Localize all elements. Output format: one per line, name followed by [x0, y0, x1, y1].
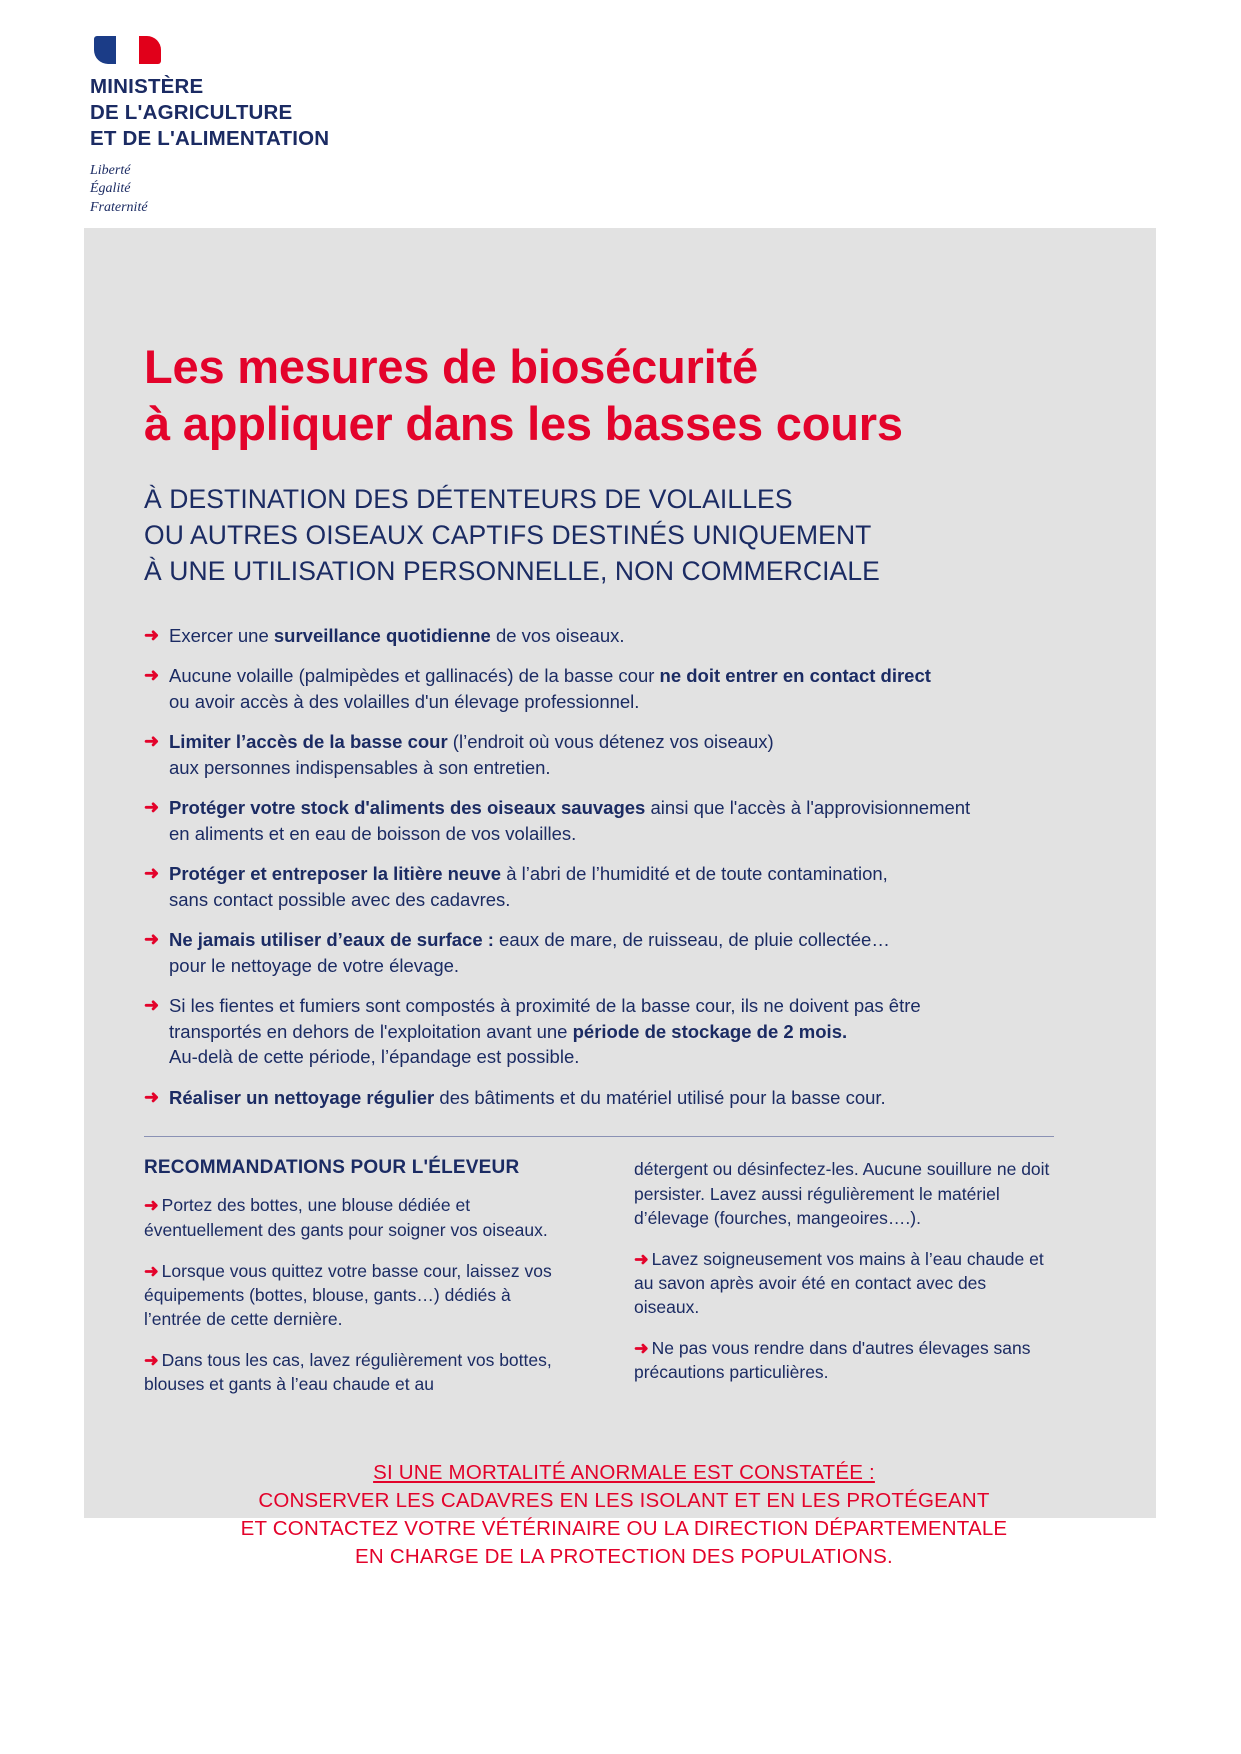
page-title: [144, 338, 1132, 453]
recommendation-item: [144, 1259, 564, 1331]
recommendation-text: Lavez soigneusement vos mains à l’eau chaude et au savon après avoir été en contact avec des oiseaux.: [634, 1248, 1044, 1318]
measure-text: Aucune volaille (palmipèdes et gallinacés) de la basse cour ne doit entrer en contact direct ou avoir accès à des volailles d'un élevage professionnel.: [169, 665, 931, 712]
page-title-line-1: Les mesures de biosécurité: [144, 340, 758, 393]
recommendations-column-left: [144, 1157, 564, 1413]
arrow-icon: ➜: [144, 995, 160, 1016]
list-item: [144, 729, 1132, 780]
poster-panel: [84, 228, 1156, 1569]
recommendation-text: Ne pas vous rendre dans d'autres élevages sans précautions particulières.: [634, 1338, 1031, 1383]
recommendation-item: [634, 1336, 1054, 1384]
page-subtitle-line-1: À DESTINATION DES DÉTENTEURS DE VOLAILLES: [144, 483, 793, 514]
measure-text: Réaliser un nettoyage régulier des bâtiments et du matériel utilisé pour la basse cour.: [169, 1086, 886, 1108]
recommendation-item: [144, 1193, 564, 1241]
recommendations-section: [144, 1157, 1054, 1413]
alert-line-4: EN CHARGE DE LA PROTECTION DES POPULATIONS.: [355, 1545, 893, 1569]
arrow-icon: ➜: [144, 624, 160, 645]
measure-text: Exercer une surveillance quotidienne de vos oiseaux.: [169, 624, 625, 646]
measures-list: [144, 623, 1132, 1111]
list-item: [144, 927, 1132, 978]
arrow-icon: ➜: [144, 1195, 159, 1216]
alert-line-2: CONSERVER LES CADAVRES EN LES ISOLANT ET EN LES PROTÉGEANT: [258, 1489, 990, 1513]
measure-text: Ne jamais utiliser d’eaux de surface : eaux de mare, de ruisseau, de pluie collectée… pour le nettoyage de votre élevage.: [169, 929, 890, 976]
ministry-name-line-2: DE L'AGRICULTURE: [90, 101, 293, 125]
ministry-logo: [90, 36, 410, 218]
list-item: [144, 795, 1132, 846]
recommendation-item: [634, 1247, 1054, 1319]
arrow-icon: ➜: [144, 731, 160, 752]
list-item: [144, 993, 1132, 1070]
arrow-icon: ➜: [144, 665, 160, 686]
ministry-name-line-1: MINISTÈRE: [90, 75, 204, 98]
list-item: [144, 861, 1132, 912]
page-subtitle: [144, 481, 1132, 589]
arrow-icon: ➜: [144, 929, 160, 950]
motto-fraternite: Fraternité: [90, 199, 148, 215]
recommendation-text: Dans tous les cas, lavez régulièrement vos bottes, blouses et gants à l’eau chaude et au: [144, 1350, 552, 1395]
recommendation-item: [144, 1348, 564, 1396]
arrow-icon: ➜: [144, 1086, 160, 1107]
motto-egalite: Égalité: [90, 181, 131, 197]
page-subtitle-line-2: OU AUTRES OISEAUX CAPTIFS DESTINÉS UNIQUEMENT: [144, 519, 872, 550]
arrow-icon: ➜: [634, 1338, 649, 1359]
recommendation-text: Lorsque vous quittez votre basse cour, laissez vos équipements (bottes, blouse, gants…) dédiés à l’entrée de cette dernière.: [144, 1260, 552, 1330]
measure-text: Protéger et entreposer la litière neuve à l’abri de l’humidité et de toute contamination, sans contact possible avec des cadavres.: [169, 863, 888, 910]
section-divider: [144, 1136, 1054, 1137]
arrow-icon: ➜: [634, 1248, 649, 1269]
measure-text: Si les fientes et fumiers sont compostés à proximité de la basse cour, ils ne doivent pas être transportés en dehors de l'exploitation avant une période de stockage de 2 mois. Au-delà de cette période, l’épandage est possible.: [169, 995, 921, 1068]
arrow-icon: ➜: [144, 1350, 159, 1371]
recommendations-title: RECOMMANDATIONS POUR L'ÉLEVEUR: [144, 1157, 520, 1179]
alert-heading: SI UNE MORTALITÉ ANORMALE EST CONSTATÉE :: [373, 1461, 875, 1485]
french-flag-icon: [94, 36, 162, 64]
recommendation-continuation: détergent ou désinfectez-les. Aucune souillure ne doit persister. Lavez aussi régulièrement le matériel d’élevage (fourches, mangeoires….).: [634, 1159, 1050, 1228]
measure-text: Limiter l’accès de la basse cour (l’endroit où vous détenez vos oiseaux) aux personnes indispensables à son entretien.: [169, 731, 774, 778]
page-subtitle-line-3: À UNE UTILISATION PERSONNELLE, NON COMMERCIALE: [144, 555, 880, 586]
ministry-name-line-3: ET DE L'ALIMENTATION: [90, 127, 330, 151]
recommendation-text: Portez des bottes, une blouse dédiée et éventuellement des gants pour soigner vos oiseaux.: [144, 1195, 548, 1240]
motto-liberte: Liberté: [90, 162, 131, 178]
measure-text: Protéger votre stock d'aliments des oiseaux sauvages ainsi que l'accès à l'approvisionnement en aliments et en eau de boisson de vos volailles.: [169, 797, 971, 844]
arrow-icon: ➜: [144, 1260, 159, 1281]
ministry-name: [90, 74, 410, 153]
list-item: [144, 663, 1132, 714]
list-item: [144, 1085, 1132, 1111]
arrow-icon: ➜: [144, 863, 160, 884]
page-title-line-2: à appliquer dans les basses cours: [144, 397, 903, 451]
recommendations-column-right: [634, 1157, 1054, 1413]
republic-motto: [90, 162, 410, 218]
alert-line-3: ET CONTACTEZ VOTRE VÉTÉRINAIRE OU LA DIRECTION DÉPARTEMENTALE: [240, 1517, 1008, 1541]
arrow-icon: ➜: [144, 797, 160, 818]
mortality-alert: [144, 1459, 1104, 1571]
list-item: [144, 623, 1132, 649]
